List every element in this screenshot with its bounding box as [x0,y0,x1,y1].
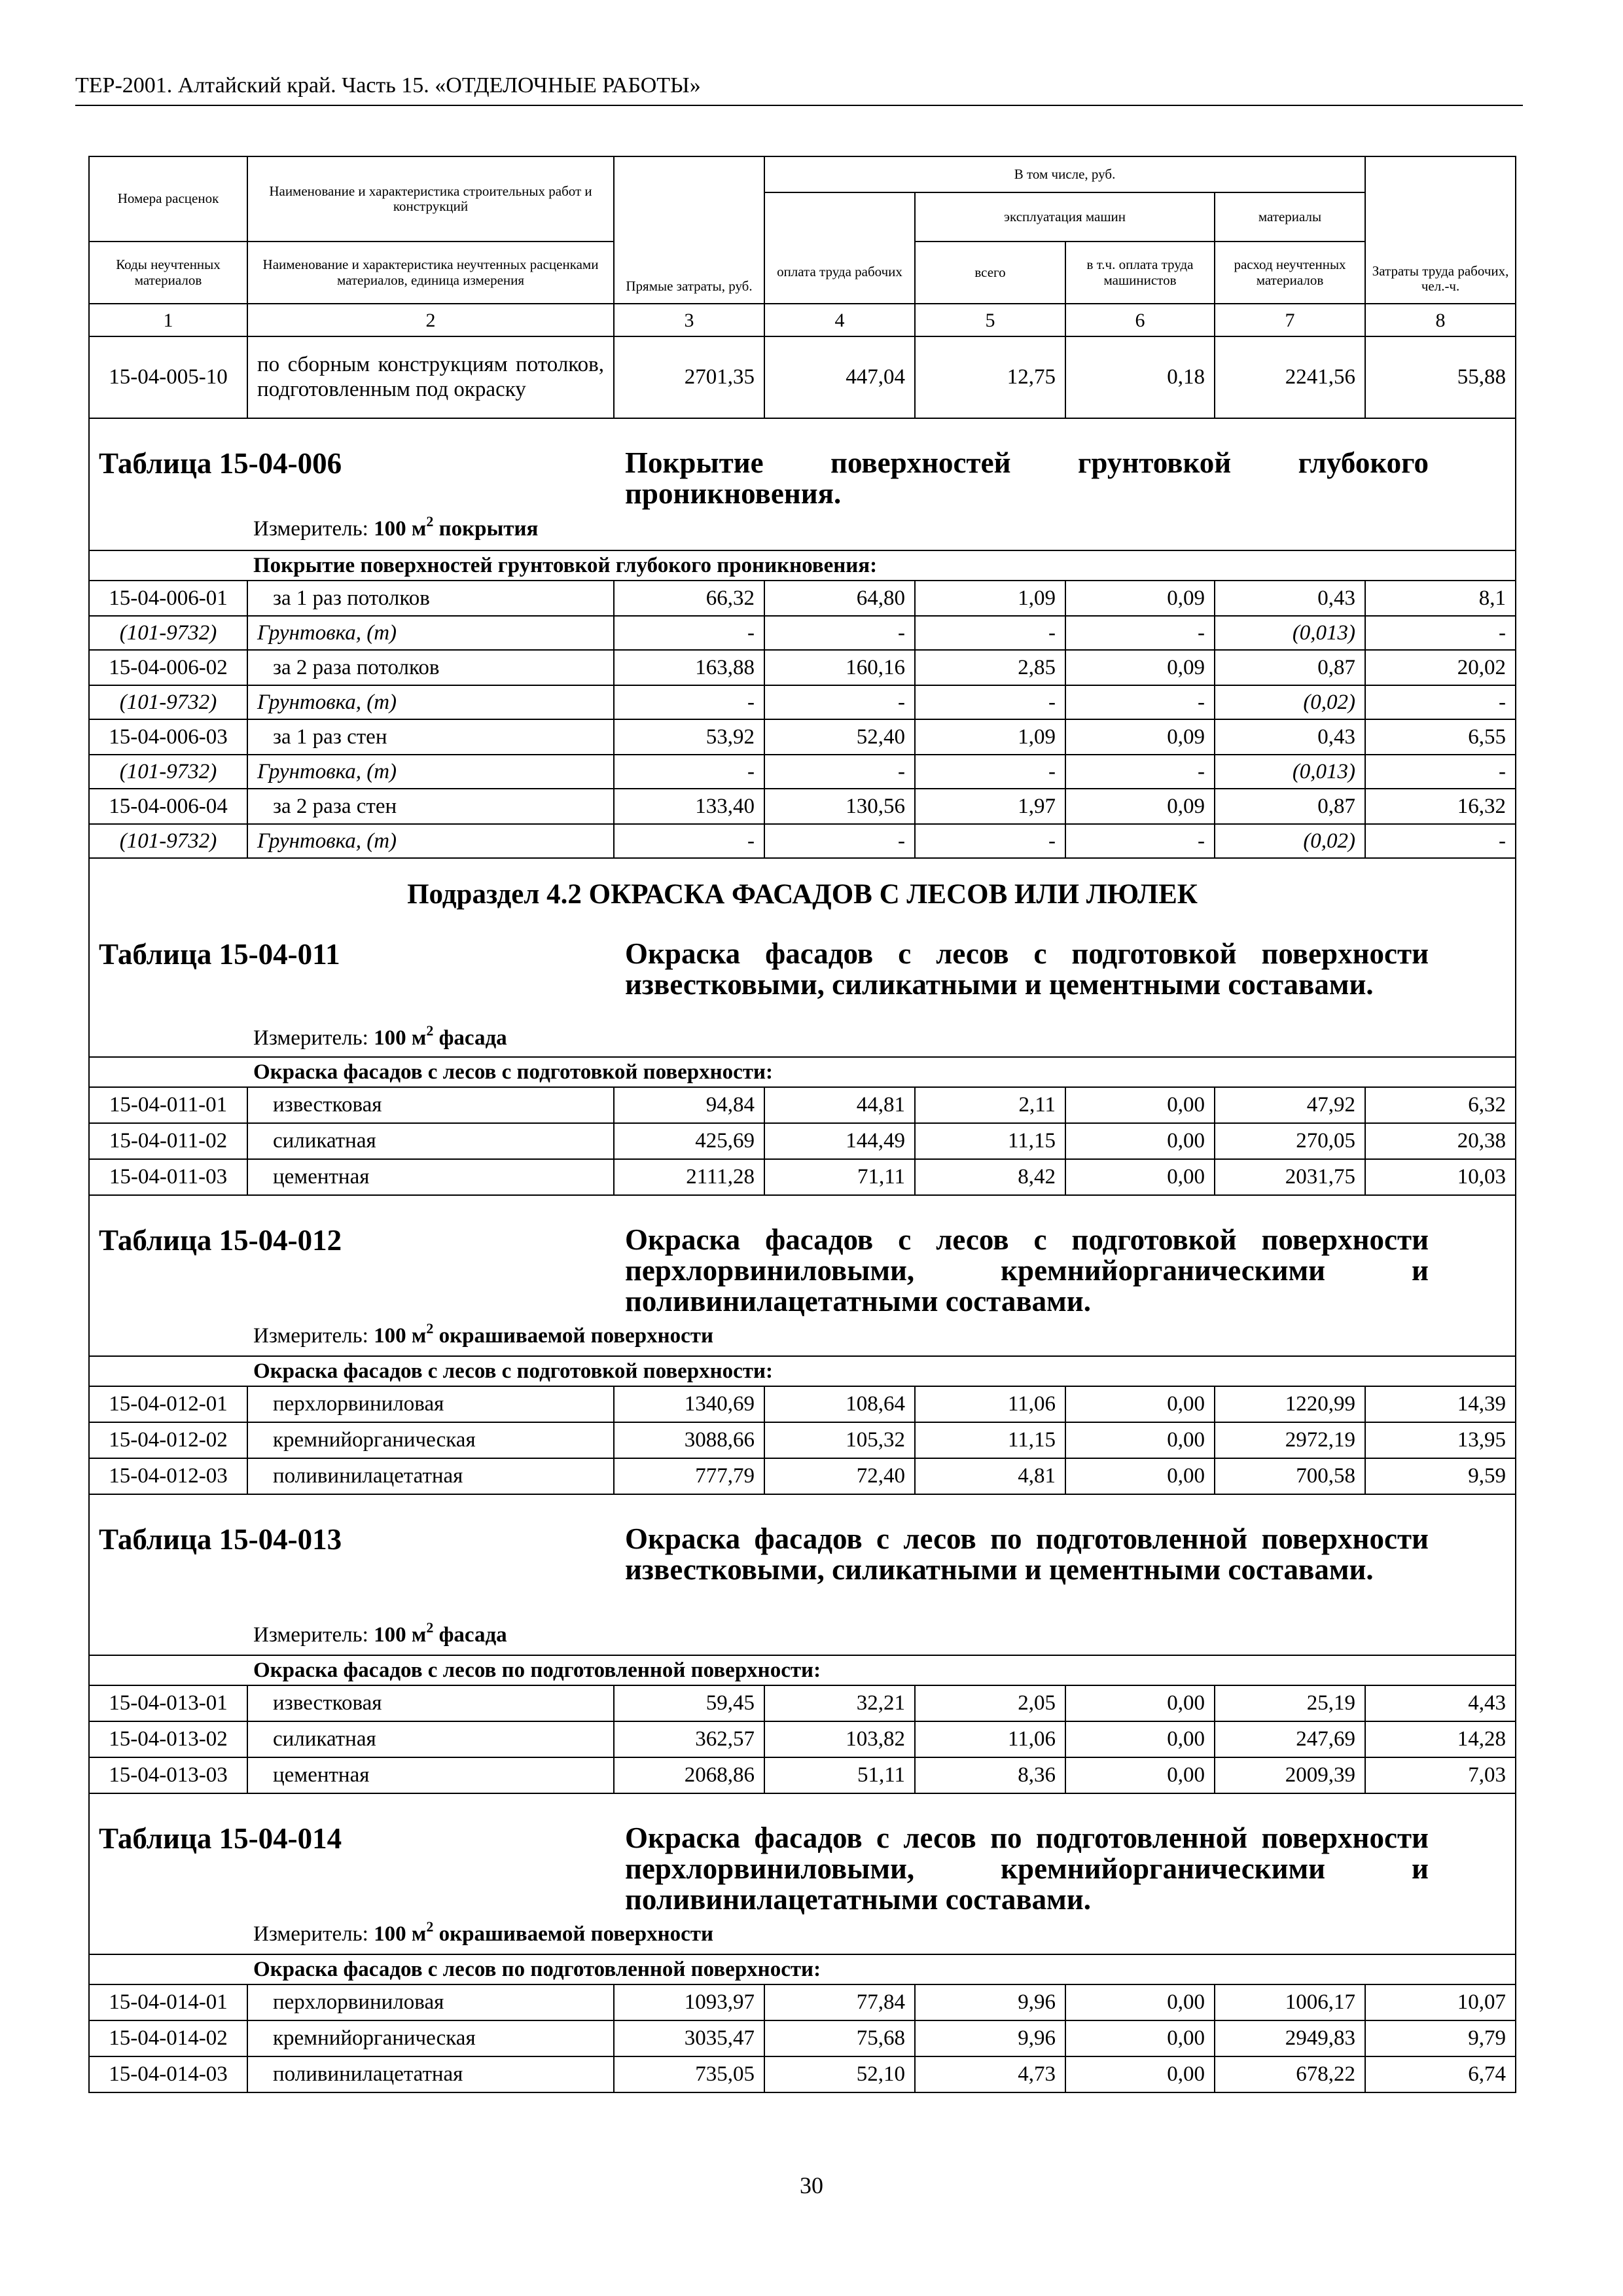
unit-suffix: покрытия [433,517,539,541]
unit-superscript: 2 [426,1022,434,1039]
unit-suffix: фасада [433,1623,507,1647]
material-labor: - [764,616,915,650]
work-name: поливинилацетатная [247,1458,614,1494]
materials-cost: 247,69 [1215,1721,1365,1757]
work-name: поливинилацетатная [247,2056,614,2092]
machinist-labor: 0,00 [1065,1984,1215,2020]
direct-costs: 362,57 [614,1721,764,1757]
rate-code: 15-04-006-02 [89,650,247,685]
material-machines: - [915,616,1065,650]
group-title: Окраска фасадов с лесов с подготовкой поверхности: [89,1057,1516,1087]
work-name: за 1 раз потолков [247,581,614,616]
materials-cost: 0,87 [1215,650,1365,685]
machines-total: 2,11 [915,1087,1065,1123]
materials-cost: 0,87 [1215,789,1365,824]
labor-cost: 52,10 [764,2056,915,2092]
direct-costs: 133,40 [614,789,764,824]
labor-hours: 14,39 [1365,1386,1516,1422]
machinist-labor: 0,00 [1065,1721,1215,1757]
table-row [89,1458,1516,1494]
materials-cost: 270,05 [1215,1123,1365,1159]
direct-costs: 3088,66 [614,1422,764,1458]
unit-superscript: 2 [426,1320,434,1336]
material-machines: - [915,824,1065,858]
table-row [89,1087,1516,1123]
direct-costs: 1340,69 [614,1386,764,1422]
labor-hours: 7,03 [1365,1757,1516,1793]
table-unit [253,1619,507,1647]
material-machinist: - [1065,824,1215,858]
work-name: цементная [247,1757,614,1793]
column-number: 7 [1215,304,1365,336]
material-machines: - [915,755,1065,789]
unit-value: 100 м [374,1026,427,1050]
rate-code: 15-04-011-01 [89,1087,247,1123]
table-title: Окраска фасадов с лесов по подготовленной поверхности известковыми, силикатными и цементными составами. [625,1522,1429,1586]
material-code: (101-9732) [89,685,247,719]
material-quantity: (0,013) [1215,755,1365,789]
column-number-row [89,304,1516,336]
labor-hours: 6,32 [1365,1087,1516,1123]
work-name: кремнийорганическая [247,1422,614,1458]
header-material-codes: Коды неучтенных материалов [89,242,247,304]
header-row-1 [89,156,1516,192]
group-row [89,1356,1516,1386]
rate-code: 15-04-006-03 [89,719,247,755]
machinist-labor: 0,00 [1065,1123,1215,1159]
direct-costs: 2701,35 [614,336,764,418]
machines-total: 8,42 [915,1159,1065,1195]
material-code: (101-9732) [89,824,247,858]
table-title: Окраска фасадов с лесов с подготовкой поверхности перхлорвиниловыми, кремнийорганическими и поливинилацетатными составами. [625,1223,1429,1318]
direct-costs: 94,84 [614,1087,764,1123]
materials-cost: 0,43 [1215,719,1365,755]
material-code: (101-9732) [89,616,247,650]
labor-hours: 55,88 [1365,336,1516,418]
material-row [89,685,1516,719]
table-heading [89,910,1516,1057]
header-row-3 [89,242,1516,304]
header-rate-number: Номера расценок [89,156,247,242]
column-number: 6 [1065,304,1215,336]
labor-cost: 105,32 [764,1422,915,1458]
material-quantity: (0,013) [1215,616,1365,650]
machinist-labor: 0,09 [1065,789,1215,824]
column-number: 8 [1365,304,1516,336]
table-heading [89,418,1516,550]
rate-code: 15-04-013-02 [89,1721,247,1757]
group-row [89,1057,1516,1087]
material-name: Грунтовка, (т) [247,685,614,719]
labor-cost: 77,84 [764,1984,915,2020]
work-name: перхлорвиниловая [247,1386,614,1422]
machines-total: 1,09 [915,719,1065,755]
rate-code: 15-04-014-03 [89,2056,247,2092]
material-quantity: (0,02) [1215,824,1365,858]
direct-costs: 66,32 [614,581,764,616]
machinist-labor: 0,09 [1065,581,1215,616]
table-row [89,1685,1516,1721]
column-number: 3 [614,304,764,336]
material-hours: - [1365,616,1516,650]
table-label: Таблица 15-04-012 [99,1224,342,1257]
direct-costs: 163,88 [614,650,764,685]
labor-cost: 130,56 [764,789,915,824]
materials-cost: 2031,75 [1215,1159,1365,1195]
materials-cost: 700,58 [1215,1458,1365,1494]
materials-cost: 2972,19 [1215,1422,1365,1458]
column-number: 1 [89,304,247,336]
labor-hours: 20,38 [1365,1123,1516,1159]
material-row [89,755,1516,789]
machinist-labor: 0,00 [1065,1386,1215,1422]
machinist-labor: 0,00 [1065,1422,1215,1458]
table-label: Таблица 15-04-006 [99,447,342,480]
table-heading-row [89,1793,1516,1954]
material-direct: - [614,616,764,650]
rate-code: 15-04-011-02 [89,1123,247,1159]
materials-cost: 1006,17 [1215,1984,1365,2020]
table-title: Покрытие поверхностей грунтовкой глубокого проникновения. [625,446,1429,510]
material-labor: - [764,755,915,789]
machinist-labor: 0,09 [1065,650,1215,685]
labor-cost: 51,11 [764,1757,915,1793]
table-row [89,2020,1516,2056]
unit-suffix: окрашиваемой поверхности [433,1922,714,1946]
labor-cost: 447,04 [764,336,915,418]
labor-cost: 103,82 [764,1721,915,1757]
machines-total: 2,05 [915,1685,1065,1721]
table-row [89,336,1516,418]
labor-hours: 4,43 [1365,1685,1516,1721]
machines-total: 8,36 [915,1757,1065,1793]
table-row [89,719,1516,755]
unit-value: 100 м [374,517,427,541]
labor-hours: 10,07 [1365,1984,1516,2020]
header-machinist-labor: в т.ч. оплата труда машинистов [1065,242,1215,304]
rate-code: 15-04-012-01 [89,1386,247,1422]
subsection-row [89,858,1516,910]
machines-total: 4,73 [915,2056,1065,2092]
labor-cost: 52,40 [764,719,915,755]
work-name: кремнийорганическая [247,2020,614,2056]
unit-prefix: Измеритель: [253,1324,374,1348]
group-title: Покрытие поверхностей грунтовкой глубокого проникновения: [89,550,1516,581]
unit-superscript: 2 [426,513,434,529]
rate-code: 15-04-006-04 [89,789,247,824]
page-number: 30 [800,2172,823,2198]
machines-total: 11,06 [915,1721,1065,1757]
rate-code: 15-04-014-01 [89,1984,247,2020]
labor-hours: 6,74 [1365,2056,1516,2092]
table-heading [89,1494,1516,1655]
work-name: за 2 раза стен [247,789,614,824]
work-name: за 1 раз стен [247,719,614,755]
machinist-labor: 0,00 [1065,1458,1215,1494]
material-name: Грунтовка, (т) [247,755,614,789]
direct-costs: 2068,86 [614,1757,764,1793]
machinist-labor: 0,00 [1065,2020,1215,2056]
machinist-labor: 0,18 [1065,336,1215,418]
materials-cost: 2009,39 [1215,1757,1365,1793]
unit-superscript: 2 [426,1619,434,1636]
machinist-labor: 0,00 [1065,1757,1215,1793]
header-unaccounted-materials: расход неучтенных материалов [1215,242,1365,304]
unit-prefix: Измеритель: [253,1026,374,1050]
material-direct: - [614,755,764,789]
group-title: Окраска фасадов с лесов с подготовкой поверхности: [89,1356,1516,1386]
header-work-name: Наименование и характеристика строительных работ и конструкций [247,156,614,242]
header-machines: эксплуатация машин [915,192,1215,242]
group-row [89,550,1516,581]
table-unit [253,1022,507,1050]
machines-total: 9,96 [915,1984,1065,2020]
materials-cost: 2949,83 [1215,2020,1365,2056]
table-row [89,1386,1516,1422]
material-direct: - [614,685,764,719]
header-labor-hours: Затраты труда рабочих, чел.-ч. [1365,156,1516,304]
work-name: по сборным конструкциям потолков, подготовленным под окраску [247,336,614,418]
rate-code: 15-04-013-01 [89,1685,247,1721]
labor-hours: 16,32 [1365,789,1516,824]
work-name: силикатная [247,1721,614,1757]
materials-cost: 2241,56 [1215,336,1365,418]
direct-costs: 777,79 [614,1458,764,1494]
machinist-labor: 0,00 [1065,2056,1215,2092]
materials-cost: 25,19 [1215,1685,1365,1721]
unit-suffix: окрашиваемой поверхности [433,1324,714,1348]
rate-code: 15-04-014-02 [89,2020,247,2056]
material-labor: - [764,685,915,719]
rate-code: 15-04-013-03 [89,1757,247,1793]
header-material-names: Наименование и характеристика неучтенных расценками материалов, единица измерения [247,242,614,304]
unit-value: 100 м [374,1922,427,1946]
material-row [89,824,1516,858]
direct-costs: 59,45 [614,1685,764,1721]
material-machines: - [915,685,1065,719]
table-unit [253,1320,714,1348]
unit-prefix: Измеритель: [253,517,374,541]
group-row [89,1655,1516,1685]
direct-costs: 3035,47 [614,2020,764,2056]
machines-total: 11,15 [915,1422,1065,1458]
work-name: перхлорвиниловая [247,1984,614,2020]
labor-hours: 20,02 [1365,650,1516,685]
machines-total: 2,85 [915,650,1065,685]
material-direct: - [614,824,764,858]
table-label: Таблица 15-04-011 [99,938,340,971]
direct-costs: 53,92 [614,719,764,755]
header-machines-total: всего [915,242,1065,304]
labor-cost: 32,21 [764,1685,915,1721]
material-hours: - [1365,685,1516,719]
machines-total: 4,81 [915,1458,1065,1494]
header-materials: материалы [1215,192,1365,242]
work-name: известковая [247,1087,614,1123]
labor-hours: 9,59 [1365,1458,1516,1494]
machinist-labor: 0,00 [1065,1685,1215,1721]
table-row [89,1721,1516,1757]
rate-code: 15-04-011-03 [89,1159,247,1195]
unit-superscript: 2 [426,1918,434,1935]
labor-hours: 8,1 [1365,581,1516,616]
material-hours: - [1365,755,1516,789]
rate-code: 15-04-006-01 [89,581,247,616]
labor-hours: 14,28 [1365,1721,1516,1757]
material-row [89,616,1516,650]
rate-code: 15-04-005-10 [89,336,247,418]
table-heading-row [89,1195,1516,1356]
header-direct-costs: Прямые затраты, руб. [614,156,764,304]
table-label: Таблица 15-04-013 [99,1523,342,1556]
machinist-labor: 0,09 [1065,719,1215,755]
machines-total: 11,15 [915,1123,1065,1159]
labor-hours: 10,03 [1365,1159,1516,1195]
rate-code: 15-04-012-03 [89,1458,247,1494]
table-title: Окраска фасадов с лесов по подготовленной поверхности перхлорвиниловыми, кремнийорганическими и поливинилацетатными составами. [625,1821,1429,1916]
table-heading-row [89,910,1516,1057]
labor-hours: 9,79 [1365,2020,1516,2056]
table-heading [89,1195,1516,1356]
table-heading [89,1793,1516,1954]
rate-code: 15-04-012-02 [89,1422,247,1458]
table-unit [253,1918,714,1946]
table-row [89,1123,1516,1159]
direct-costs: 735,05 [614,2056,764,2092]
labor-cost: 71,11 [764,1159,915,1195]
labor-hours: 6,55 [1365,719,1516,755]
column-number: 2 [247,304,614,336]
table-label: Таблица 15-04-014 [99,1822,342,1855]
running-header: ТЕР-2001. Алтайский край. Часть 15. «ОТДЕЛОЧНЫЕ РАБОТЫ» [75,73,701,98]
column-number: 5 [915,304,1065,336]
unit-value: 100 м [374,1324,427,1348]
table-row [89,1422,1516,1458]
labor-hours: 13,95 [1365,1422,1516,1458]
materials-cost: 0,43 [1215,581,1365,616]
material-labor: - [764,824,915,858]
machines-total: 9,96 [915,2020,1065,2056]
labor-cost: 160,16 [764,650,915,685]
work-name: за 2 раза потолков [247,650,614,685]
unit-prefix: Измеритель: [253,1623,374,1647]
direct-costs: 1093,97 [614,1984,764,2020]
table-row [89,1984,1516,2020]
price-table [88,156,1516,2093]
materials-cost: 678,22 [1215,2056,1365,2092]
table-heading-row [89,418,1516,550]
material-hours: - [1365,824,1516,858]
group-row [89,1954,1516,1984]
table-unit [253,513,539,541]
machines-total: 12,75 [915,336,1065,418]
header-in-total: В том числе, руб. [764,156,1365,192]
work-name: известковая [247,1685,614,1721]
table-row [89,2056,1516,2092]
table-row [89,1159,1516,1195]
unit-prefix: Измеритель: [253,1922,374,1946]
work-name: цементная [247,1159,614,1195]
labor-cost: 144,49 [764,1123,915,1159]
labor-cost: 44,81 [764,1087,915,1123]
table-row [89,1757,1516,1793]
material-quantity: (0,02) [1215,685,1365,719]
table-row [89,650,1516,685]
machines-total: 11,06 [915,1386,1065,1422]
direct-costs: 425,69 [614,1123,764,1159]
machinist-labor: 0,00 [1065,1159,1215,1195]
table-row [89,789,1516,824]
labor-cost: 75,68 [764,2020,915,2056]
material-machinist: - [1065,616,1215,650]
column-number: 4 [764,304,915,336]
material-code: (101-9732) [89,755,247,789]
table-title: Окраска фасадов с лесов с подготовкой поверхности известковыми, силикатными и цементными составами. [625,937,1429,1001]
material-machinist: - [1065,755,1215,789]
machinist-labor: 0,00 [1065,1087,1215,1123]
material-name: Грунтовка, (т) [247,824,614,858]
materials-cost: 47,92 [1215,1087,1365,1123]
labor-cost: 72,40 [764,1458,915,1494]
labor-cost: 64,80 [764,581,915,616]
group-title: Окраска фасадов с лесов по подготовленной поверхности: [89,1655,1516,1685]
machines-total: 1,97 [915,789,1065,824]
header-rule [75,105,1523,106]
material-machinist: - [1065,685,1215,719]
subsection-title: Подраздел 4.2 ОКРАСКА ФАСАДОВ С ЛЕСОВ ИЛИ ЛЮЛЕК [89,858,1516,910]
table-row [89,581,1516,616]
materials-cost: 1220,99 [1215,1386,1365,1422]
header-labor-cost: оплата труда рабочих [764,242,915,304]
header-labor-cost-blank [764,192,915,242]
unit-value: 100 м [374,1623,427,1647]
work-name: силикатная [247,1123,614,1159]
direct-costs: 2111,28 [614,1159,764,1195]
unit-suffix: фасада [433,1026,507,1050]
group-title: Окраска фасадов с лесов по подготовленной поверхности: [89,1954,1516,1984]
machines-total: 1,09 [915,581,1065,616]
table-heading-row [89,1494,1516,1655]
material-name: Грунтовка, (т) [247,616,614,650]
labor-cost: 108,64 [764,1386,915,1422]
